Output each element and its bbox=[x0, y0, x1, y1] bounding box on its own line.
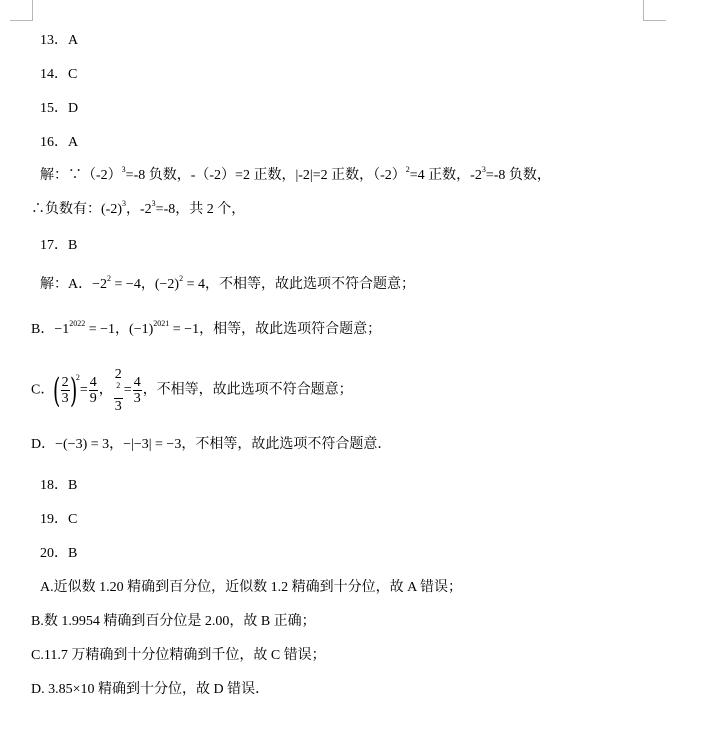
answer-15: 15．D bbox=[40, 101, 79, 116]
answer-13: 13．A bbox=[40, 33, 79, 48]
page-corner-mark-right bbox=[643, 0, 666, 21]
solution-17-option-b: B．$-1^{2022} = -1$，$(-1)^{2021} = -1$，相等，故此选项符合题意； bbox=[31, 319, 382, 337]
solution-16-line-2: ∴负数有：$(-2)^3$，$-2^3=-8$，共 2 个， bbox=[31, 199, 246, 217]
page-corner-mark-left bbox=[10, 0, 33, 21]
answer-18: 18．B bbox=[40, 478, 78, 493]
answer-19: 19．C bbox=[40, 512, 78, 527]
solution-17-option-a: 解：A．$-2^2 = -4$，$(-2)^2 = 4$，不相等，故此选项不符合题意； bbox=[40, 274, 415, 292]
solution-17-option-d: D．−(−3) = 3，−|−3| = −3，不相等，故此选项不符合题意． bbox=[31, 437, 392, 452]
answer-17: 17．B bbox=[40, 238, 78, 253]
solution-20-option-b: B.数 1.9954 精确到百分位是 2.00，故 B 正确； bbox=[31, 614, 316, 629]
solution-20-option-c: C.11.7 万精确到十分位精确到千位，故 C 错误； bbox=[31, 648, 326, 663]
fraction-two-thirds: $\frac{2}{3}$ bbox=[61, 375, 69, 406]
fraction-four-thirds: $\frac{4}{3}$ bbox=[133, 375, 141, 406]
solution-20-option-d: D. 3.85×10 精确到十分位，故 D 错误． bbox=[31, 682, 270, 697]
solution-20-option-a: A.近似数 1.20 精确到百分位，近似数 1.2 精确到十分位，故 A 错误； bbox=[40, 580, 462, 595]
fraction-two-squared-over-three: 2 $^2$ 3 bbox=[114, 367, 122, 414]
solution-17-option-c: C．( $\frac{2}{3}$ )$^2$= $\frac{4}{9}$ ， 2 $^2$ 3 = $\frac{4}{3}$ ，不相等，故此选项不符合题意； bbox=[31, 367, 353, 414]
answer-14: 14．C bbox=[40, 67, 78, 82]
fraction-four-ninths: $\frac{4}{9}$ bbox=[89, 375, 97, 406]
answer-16: 16．A bbox=[40, 135, 79, 150]
solution-16-line-1: 解：$\because(-2)^3=-8$ 负数，-（-2）=2 正数，|-2|=2 正数，$(-2)^2=4$ 正数，$-2^3=-8$ 负数， bbox=[40, 165, 551, 183]
answer-20: 20．B bbox=[40, 546, 78, 561]
